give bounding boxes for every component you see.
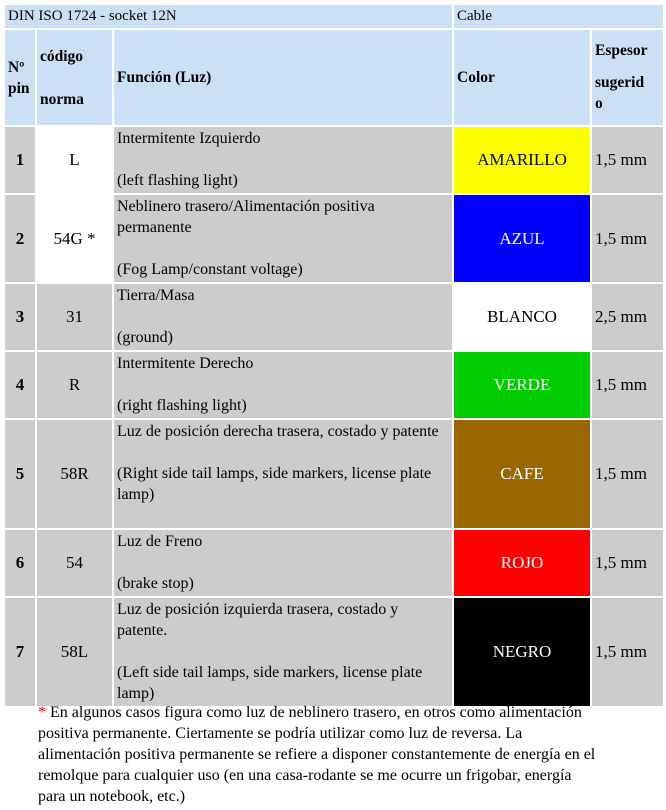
table-row [4, 194, 664, 283]
function-en: (Fog Lamp/constant voltage) [117, 261, 303, 278]
function-en: (ground) [117, 329, 173, 346]
function-cell [113, 529, 453, 597]
color-cell: VERDE [453, 351, 591, 419]
table-body [4, 126, 664, 707]
thickness-cell: 1,5 mm [591, 529, 664, 597]
function-es: Tierra/Masa [117, 287, 195, 304]
function-en: (brake stop) [117, 575, 194, 592]
pin-table [3, 3, 665, 708]
table-title: DIN ISO 1724 - socket 12N [4, 4, 453, 29]
function-en: (left flashing light) [117, 172, 238, 189]
function-en: (right flashing light) [117, 397, 247, 414]
thickness-cell: 1,5 mm [591, 419, 664, 529]
thickness-cell: 1,5 mm [591, 194, 664, 283]
table-row [4, 126, 664, 194]
pin-number: 2 [4, 194, 36, 283]
function-cell [113, 194, 453, 283]
pin-number: 7 [4, 597, 36, 707]
function-es: Intermitente Izquierdo [117, 130, 261, 147]
function-cell [113, 126, 453, 194]
thickness-cell: 1,5 mm [591, 351, 664, 419]
pin-number: 5 [4, 419, 36, 529]
pin-number: 1 [4, 126, 36, 194]
thickness-cell: 2,5 mm [591, 283, 664, 351]
color-cell: ROJO [453, 529, 591, 597]
function-en: (Right side tail lamps, side markers, license plate lamp) [117, 465, 432, 503]
pin-header-bottom: pin [8, 79, 30, 97]
norm-code: 54G * [36, 194, 113, 283]
norm-code: 58L [36, 597, 113, 707]
color-cell: CAFE [453, 419, 591, 529]
table-row [4, 351, 664, 419]
color-cell: AMARILLO [453, 126, 591, 194]
function-es: Neblinero trasero/Alimentación positiva permanente [117, 198, 375, 236]
footnote-text: En algunos casos figura como luz de neblinero trasero, en otros como alimentación positiva permanente. Ciertamente se podría utilizar como luz de reversa. La alimentación positiva permanente se refiere a disponer constantemente de energía en el remolque para cualquier uso (en una casa-rodante se me ocurre un frigobar, energía para un notebook, etc.) [38, 704, 596, 805]
function-es: Intermitente Derecho [117, 355, 254, 372]
function-es: Luz de posición izquierda trasera, costado y patente. [117, 601, 399, 639]
table-row [4, 283, 664, 351]
title-row [4, 4, 664, 29]
code-header-bottom: norma [40, 90, 84, 108]
table-row [4, 529, 664, 597]
function-cell [113, 351, 453, 419]
code-header [36, 29, 113, 126]
function-cell [113, 419, 453, 529]
pin-header-top: Nº [8, 58, 25, 76]
thickness-cell: 1,5 mm [591, 597, 664, 707]
thickness-cell: 1,5 mm [591, 126, 664, 194]
function-en: (Left side tail lamps, side markers, license plate lamp) [117, 664, 423, 702]
code-header-top: código [40, 47, 84, 65]
pin-number: 6 [4, 529, 36, 597]
function-cell [113, 283, 453, 351]
color-header: Color [453, 29, 591, 126]
footnote [38, 702, 598, 807]
function-header: Función (Luz) [113, 29, 453, 126]
color-cell: NEGRO [453, 597, 591, 707]
thickness-header [591, 29, 664, 126]
pin-number: 3 [4, 283, 36, 351]
thickness-header-top: Espesor [595, 42, 648, 59]
footnote-marker: * [38, 704, 46, 721]
function-cell [113, 597, 453, 707]
pin-number: 4 [4, 351, 36, 419]
norm-code: 54 [36, 529, 113, 597]
function-es: Luz de Freno [117, 533, 203, 550]
table-row [4, 419, 664, 529]
header-row [4, 29, 664, 126]
table-row [4, 597, 664, 707]
cable-title: Cable [453, 4, 664, 29]
norm-code: L [36, 126, 113, 194]
pin-header [4, 29, 36, 126]
norm-code: 31 [36, 283, 113, 351]
color-cell: BLANCO [453, 283, 591, 351]
color-cell: AZUL [453, 194, 591, 283]
norm-code: R [36, 351, 113, 419]
function-es: Luz de posición derecha trasera, costado y patente [117, 423, 439, 440]
norm-code: 58R [36, 419, 113, 529]
thickness-header-bottom: sugerid o [595, 74, 645, 112]
